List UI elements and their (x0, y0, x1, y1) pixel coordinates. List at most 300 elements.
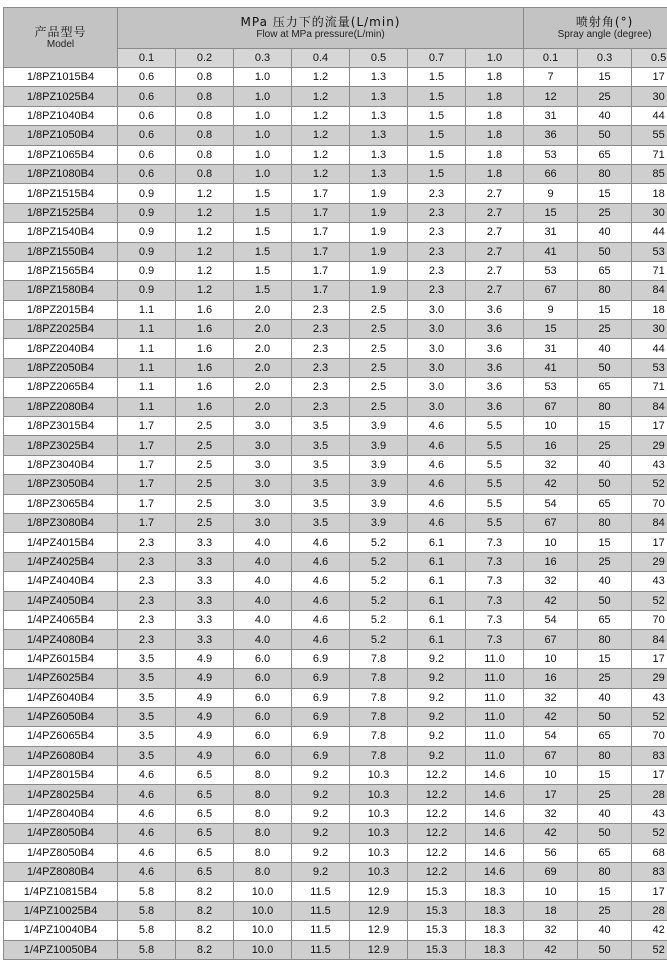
flow-header-en: Flow at MPa pressure(L/min) (256, 29, 385, 40)
flow-cell: 6.1 (408, 610, 466, 629)
model-cell: 1/4PZ8050B4 (4, 824, 118, 843)
angle-cell: 31 (524, 106, 578, 125)
flow-cell: 12.9 (350, 901, 408, 920)
angle-cell: 15 (578, 766, 632, 785)
model-cell: 1/4PZ8040B4 (4, 804, 118, 823)
angle-cell: 70 (632, 727, 667, 746)
angle-cell: 17 (632, 766, 667, 785)
angle-cell: 67 (524, 746, 578, 765)
flow-cell: 3.3 (176, 572, 234, 591)
flow-cell: 2.5 (176, 475, 234, 494)
angle-cell: 25 (578, 669, 632, 688)
flow-cell: 1.6 (176, 378, 234, 397)
table-row (4, 901, 667, 920)
table-row (4, 203, 667, 222)
flow-cell: 6.1 (408, 572, 466, 591)
flow-cell: 2.3 (292, 397, 350, 416)
angle-cell: 15 (578, 533, 632, 552)
angle-cell: 12 (524, 87, 578, 106)
angle-cell: 44 (632, 223, 667, 242)
table-row (4, 804, 667, 823)
flow-cell: 3.6 (466, 300, 524, 319)
flow-pressure-header: 0.1 (118, 49, 176, 68)
flow-cell: 11.5 (292, 921, 350, 940)
flow-cell: 6.0 (234, 669, 292, 688)
model-cell: 1/8PZ1580B4 (4, 281, 118, 300)
flow-cell: 1.8 (466, 145, 524, 164)
table-row (4, 591, 667, 610)
flow-cell: 4.6 (292, 591, 350, 610)
angle-cell: 18 (632, 184, 667, 203)
flow-cell: 14.6 (466, 824, 524, 843)
flow-cell: 6.0 (234, 649, 292, 668)
angle-cell: 25 (578, 320, 632, 339)
flow-cell: 3.3 (176, 610, 234, 629)
table-row (4, 184, 667, 203)
flow-cell: 1.3 (350, 126, 408, 145)
flow-cell: 4.6 (118, 785, 176, 804)
flow-cell: 1.0 (234, 87, 292, 106)
flow-cell: 2.3 (118, 630, 176, 649)
model-cell: 1/8PZ3050B4 (4, 475, 118, 494)
flow-cell: 2.5 (176, 436, 234, 455)
table-row (4, 145, 667, 164)
flow-cell: 1.5 (408, 145, 466, 164)
flow-cell: 1.7 (292, 203, 350, 222)
flow-cell: 1.0 (234, 106, 292, 125)
model-cell: 1/4PZ10050B4 (4, 940, 118, 959)
flow-cell: 3.0 (234, 513, 292, 532)
flow-cell: 7.3 (466, 533, 524, 552)
flow-cell: 10.3 (350, 804, 408, 823)
flow-cell: 6.9 (292, 727, 350, 746)
angle-cell: 32 (524, 921, 578, 940)
flow-cell: 1.8 (466, 164, 524, 183)
model-cell: 1/8PZ3065B4 (4, 494, 118, 513)
flow-cell: 1.6 (176, 397, 234, 416)
angle-cell: 54 (524, 610, 578, 629)
table-row (4, 863, 667, 882)
angle-cell: 17 (632, 533, 667, 552)
table-row (4, 882, 667, 901)
angle-cell: 41 (524, 242, 578, 261)
angle-cell: 50 (578, 707, 632, 726)
flow-cell: 1.5 (234, 242, 292, 261)
table-row (4, 126, 667, 145)
flow-cell: 1.7 (292, 281, 350, 300)
flow-cell: 1.3 (350, 164, 408, 183)
flow-cell: 12.2 (408, 785, 466, 804)
model-cell: 1/4PZ8050B4 (4, 843, 118, 862)
flow-cell: 10.0 (234, 901, 292, 920)
flow-cell: 12.2 (408, 863, 466, 882)
flow-cell: 1.1 (118, 339, 176, 358)
angle-cell: 25 (578, 901, 632, 920)
flow-cell: 8.0 (234, 766, 292, 785)
angle-cell: 15 (578, 882, 632, 901)
angle-cell: 10 (524, 649, 578, 668)
flow-cell: 0.8 (176, 126, 234, 145)
angle-cell: 80 (578, 746, 632, 765)
flow-cell: 3.0 (234, 455, 292, 474)
angle-cell: 71 (632, 378, 667, 397)
angle-cell: 50 (578, 358, 632, 377)
flow-cell: 9.2 (292, 804, 350, 823)
angle-cell: 42 (524, 940, 578, 959)
flow-cell: 5.2 (350, 591, 408, 610)
flow-cell: 1.1 (118, 378, 176, 397)
flow-cell: 18.3 (466, 940, 524, 959)
angle-cell: 25 (578, 203, 632, 222)
flow-cell: 3.9 (350, 513, 408, 532)
angle-cell: 16 (524, 436, 578, 455)
flow-cell: 3.5 (118, 727, 176, 746)
flow-cell: 2.3 (118, 610, 176, 629)
flow-cell: 7.3 (466, 591, 524, 610)
flow-pressure-header: 0.2 (176, 49, 234, 68)
flow-cell: 2.3 (408, 261, 466, 280)
flow-cell: 3.0 (408, 397, 466, 416)
angle-cell: 52 (632, 940, 667, 959)
angle-cell: 40 (578, 106, 632, 125)
angle-cell: 84 (632, 281, 667, 300)
flow-cell: 1.7 (118, 455, 176, 474)
angle-cell: 43 (632, 572, 667, 591)
angle-cell: 50 (578, 591, 632, 610)
model-cell: 1/8PZ1015B4 (4, 68, 118, 87)
model-cell: 1/8PZ2065B4 (4, 378, 118, 397)
flow-cell: 6.5 (176, 863, 234, 882)
flow-cell: 9.2 (292, 824, 350, 843)
flow-cell: 11.0 (466, 649, 524, 668)
flow-cell: 2.5 (350, 300, 408, 319)
flow-cell: 5.2 (350, 572, 408, 591)
flow-cell: 4.0 (234, 630, 292, 649)
flow-cell: 3.5 (292, 417, 350, 436)
model-cell: 1/4PZ8080B4 (4, 863, 118, 882)
angle-cell: 65 (578, 843, 632, 862)
flow-cell: 1.7 (118, 494, 176, 513)
table-row (4, 436, 667, 455)
flow-cell: 10.3 (350, 863, 408, 882)
flow-cell: 6.9 (292, 669, 350, 688)
flow-cell: 3.5 (118, 649, 176, 668)
flow-cell: 14.6 (466, 804, 524, 823)
angle-cell: 9 (524, 300, 578, 319)
flow-cell: 4.0 (234, 552, 292, 571)
flow-cell: 4.6 (292, 552, 350, 571)
flow-cell: 3.3 (176, 533, 234, 552)
flow-cell: 1.9 (350, 242, 408, 261)
angle-cell: 53 (524, 145, 578, 164)
flow-cell: 12.9 (350, 882, 408, 901)
flow-cell: 1.2 (176, 184, 234, 203)
flow-cell: 2.0 (234, 339, 292, 358)
flow-cell: 2.7 (466, 223, 524, 242)
flow-cell: 1.1 (118, 397, 176, 416)
model-cell: 1/4PZ6040B4 (4, 688, 118, 707)
flow-cell: 2.7 (466, 242, 524, 261)
flow-cell: 1.7 (292, 242, 350, 261)
angle-cell: 32 (524, 688, 578, 707)
angle-cell: 42 (632, 921, 667, 940)
flow-cell: 1.9 (350, 223, 408, 242)
angle-cell: 7 (524, 68, 578, 87)
angle-cell: 67 (524, 281, 578, 300)
flow-header-zh: MPa 压力下的流量(L/min) (240, 15, 401, 29)
flow-cell: 2.3 (118, 533, 176, 552)
flow-cell: 5.5 (466, 475, 524, 494)
flow-cell: 2.3 (118, 591, 176, 610)
flow-cell: 1.3 (350, 68, 408, 87)
flow-cell: 5.5 (466, 513, 524, 532)
flow-cell: 3.6 (466, 358, 524, 377)
angle-cell: 30 (632, 203, 667, 222)
flow-cell: 1.2 (176, 242, 234, 261)
flow-cell: 3.0 (408, 300, 466, 319)
flow-cell: 1.6 (176, 300, 234, 319)
angle-cell: 65 (578, 378, 632, 397)
flow-cell: 0.6 (118, 106, 176, 125)
flow-cell: 1.2 (292, 68, 350, 87)
flow-cell: 7.8 (350, 669, 408, 688)
flow-cell: 2.5 (350, 378, 408, 397)
flow-cell: 7.8 (350, 746, 408, 765)
flow-cell: 14.6 (466, 843, 524, 862)
flow-cell: 3.0 (234, 494, 292, 513)
angle-cell: 53 (632, 358, 667, 377)
angle-cell: 50 (578, 126, 632, 145)
angle-cell: 32 (524, 572, 578, 591)
flow-cell: 15.3 (408, 921, 466, 940)
flow-cell: 15.3 (408, 940, 466, 959)
angle-cell: 15 (578, 184, 632, 203)
flow-cell: 10.3 (350, 843, 408, 862)
angle-cell: 25 (578, 87, 632, 106)
angle-cell: 54 (524, 494, 578, 513)
flow-cell: 0.9 (118, 242, 176, 261)
flow-cell: 1.5 (408, 87, 466, 106)
flow-cell: 2.3 (408, 281, 466, 300)
flow-cell: 1.2 (292, 145, 350, 164)
model-cell: 1/4PZ6015B4 (4, 649, 118, 668)
model-cell: 1/4PZ4065B4 (4, 610, 118, 629)
flow-cell: 1.8 (466, 126, 524, 145)
flow-cell: 4.0 (234, 572, 292, 591)
angle-cell: 84 (632, 513, 667, 532)
flow-cell: 4.6 (408, 475, 466, 494)
table-row (4, 68, 667, 87)
model-cell: 1/8PZ2025B4 (4, 320, 118, 339)
flow-cell: 2.3 (292, 320, 350, 339)
flow-cell: 9.2 (408, 649, 466, 668)
flow-cell: 2.3 (408, 223, 466, 242)
flow-column-group-header (118, 8, 524, 49)
flow-cell: 3.5 (292, 436, 350, 455)
angle-cell: 80 (578, 281, 632, 300)
angle-cell: 53 (632, 242, 667, 261)
nozzle-spec-table (3, 7, 667, 960)
flow-cell: 1.7 (292, 184, 350, 203)
flow-cell: 1.3 (350, 87, 408, 106)
table-row (4, 766, 667, 785)
model-cell: 1/4PZ6025B4 (4, 669, 118, 688)
table-header-row (4, 8, 667, 49)
angle-cell: 9 (524, 184, 578, 203)
model-cell: 1/4PZ4040B4 (4, 572, 118, 591)
flow-cell: 1.5 (408, 68, 466, 87)
angle-cell: 43 (632, 455, 667, 474)
angle-cell: 70 (632, 610, 667, 629)
flow-cell: 2.3 (408, 242, 466, 261)
angle-cell: 67 (524, 397, 578, 416)
flow-cell: 12.9 (350, 921, 408, 940)
angle-cell: 40 (578, 688, 632, 707)
model-cell: 1/4PZ10040B4 (4, 921, 118, 940)
angle-cell: 10 (524, 766, 578, 785)
flow-cell: 3.9 (350, 494, 408, 513)
flow-cell: 1.9 (350, 184, 408, 203)
flow-cell: 3.0 (408, 358, 466, 377)
flow-cell: 1.5 (234, 281, 292, 300)
flow-cell: 10.0 (234, 882, 292, 901)
angle-cell: 84 (632, 630, 667, 649)
flow-pressure-header: 0.5 (350, 49, 408, 68)
flow-cell: 1.2 (292, 126, 350, 145)
flow-cell: 3.6 (466, 397, 524, 416)
table-row (4, 417, 667, 436)
flow-cell: 1.0 (234, 164, 292, 183)
table-row (4, 106, 667, 125)
flow-cell: 2.3 (408, 184, 466, 203)
flow-cell: 18.3 (466, 882, 524, 901)
angle-cell: 40 (578, 921, 632, 940)
flow-cell: 14.6 (466, 785, 524, 804)
model-column-header (4, 8, 118, 68)
flow-cell: 11.0 (466, 727, 524, 746)
model-cell: 1/8PZ2080B4 (4, 397, 118, 416)
flow-cell: 0.6 (118, 145, 176, 164)
flow-cell: 3.5 (292, 513, 350, 532)
flow-cell: 1.5 (408, 106, 466, 125)
model-cell: 1/8PZ3025B4 (4, 436, 118, 455)
flow-cell: 0.8 (176, 68, 234, 87)
flow-cell: 6.5 (176, 785, 234, 804)
flow-cell: 5.8 (118, 901, 176, 920)
table-row (4, 378, 667, 397)
angle-cell: 53 (524, 261, 578, 280)
flow-cell: 1.2 (292, 164, 350, 183)
table-row (4, 610, 667, 629)
table-row (4, 533, 667, 552)
flow-cell: 1.7 (118, 436, 176, 455)
flow-cell: 1.8 (466, 106, 524, 125)
angle-cell: 17 (632, 417, 667, 436)
table-row (4, 513, 667, 532)
angle-cell: 83 (632, 863, 667, 882)
flow-cell: 1.1 (118, 300, 176, 319)
model-cell: 1/4PZ10815B4 (4, 882, 118, 901)
flow-cell: 1.2 (176, 281, 234, 300)
flow-cell: 1.2 (176, 261, 234, 280)
flow-pressure-header: 0.4 (292, 49, 350, 68)
angle-cell: 16 (524, 552, 578, 571)
flow-cell: 9.2 (292, 843, 350, 862)
flow-cell: 10.0 (234, 921, 292, 940)
angle-cell: 65 (578, 727, 632, 746)
angle-cell: 69 (524, 863, 578, 882)
flow-cell: 6.5 (176, 824, 234, 843)
flow-cell: 5.5 (466, 436, 524, 455)
model-cell: 1/4PZ6080B4 (4, 746, 118, 765)
angle-cell: 66 (524, 164, 578, 183)
flow-cell: 2.0 (234, 378, 292, 397)
flow-cell: 14.6 (466, 766, 524, 785)
table-body (4, 68, 667, 960)
table-row (4, 87, 667, 106)
flow-cell: 0.9 (118, 223, 176, 242)
table-row (4, 940, 667, 959)
flow-cell: 15.3 (408, 901, 466, 920)
flow-cell: 9.2 (408, 688, 466, 707)
angle-cell: 17 (632, 882, 667, 901)
flow-cell: 7.8 (350, 649, 408, 668)
flow-cell: 2.0 (234, 300, 292, 319)
flow-cell: 10.0 (234, 940, 292, 959)
table-row (4, 300, 667, 319)
flow-cell: 12.2 (408, 766, 466, 785)
angle-cell: 50 (578, 242, 632, 261)
flow-cell: 3.9 (350, 455, 408, 474)
flow-cell: 2.5 (176, 455, 234, 474)
angle-cell: 10 (524, 533, 578, 552)
table-row (4, 669, 667, 688)
angle-cell: 65 (578, 494, 632, 513)
angle-cell: 41 (524, 358, 578, 377)
table-row (4, 320, 667, 339)
angle-cell: 44 (632, 339, 667, 358)
angle-cell: 80 (578, 164, 632, 183)
table-row (4, 785, 667, 804)
angle-pressure-header: 0.3 (578, 49, 632, 68)
flow-cell: 0.8 (176, 106, 234, 125)
flow-cell: 9.2 (408, 746, 466, 765)
flow-cell: 1.6 (176, 358, 234, 377)
model-cell: 1/4PZ6065B4 (4, 727, 118, 746)
angle-cell: 31 (524, 339, 578, 358)
model-cell: 1/8PZ1040B4 (4, 106, 118, 125)
angle-cell: 15 (578, 649, 632, 668)
model-cell: 1/4PZ4015B4 (4, 533, 118, 552)
angle-cell: 40 (578, 223, 632, 242)
flow-cell: 3.9 (350, 475, 408, 494)
flow-cell: 3.0 (408, 378, 466, 397)
angle-cell: 25 (578, 785, 632, 804)
flow-cell: 1.5 (408, 164, 466, 183)
flow-cell: 2.3 (292, 378, 350, 397)
flow-pressure-header: 0.7 (408, 49, 466, 68)
angle-cell: 80 (578, 513, 632, 532)
angle-cell: 56 (524, 843, 578, 862)
model-cell: 1/8PZ2040B4 (4, 339, 118, 358)
table-row (4, 494, 667, 513)
flow-cell: 1.2 (176, 203, 234, 222)
model-cell: 1/8PZ3080B4 (4, 513, 118, 532)
flow-cell: 1.5 (234, 203, 292, 222)
table-row (4, 261, 667, 280)
flow-cell: 4.6 (118, 843, 176, 862)
flow-cell: 9.2 (292, 766, 350, 785)
